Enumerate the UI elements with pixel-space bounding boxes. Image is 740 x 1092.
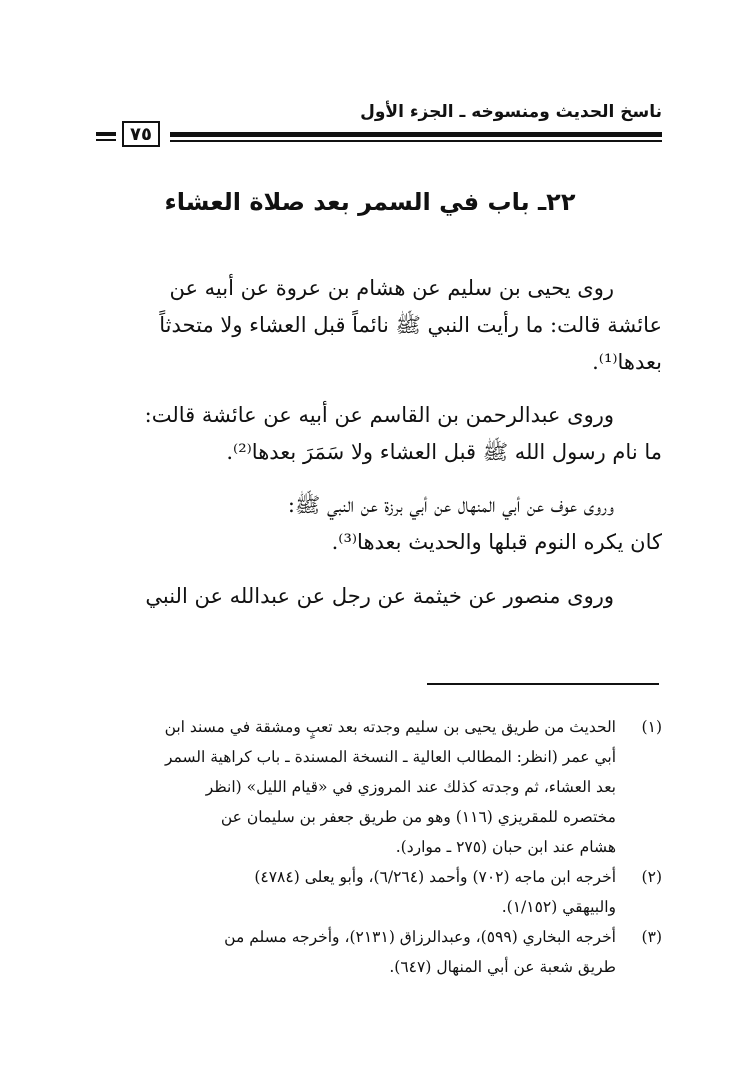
footnote-line: مختصره للمقريزي (١١٦) وهو من طريق جعفر بن سليمان عن bbox=[220, 808, 616, 826]
footnote-line: أبي عمر (انظر: المطالب العالية ـ النسخة المسندة ـ باب كراهية السمر bbox=[164, 748, 616, 766]
paragraph-3 bbox=[80, 487, 662, 561]
body-line: عائشة قالت: ما رأيت النبي ﷺ نائماً قبل العشاء ولا متحدثاً bbox=[159, 313, 662, 337]
paragraph-4 bbox=[80, 578, 662, 615]
body-line: وروى منصور عن خيثمة عن رجل عن عبدالله عن النبي bbox=[145, 584, 614, 608]
paragraph-1 bbox=[80, 270, 662, 381]
body-line: بعدها⁽¹⁾. bbox=[592, 350, 662, 374]
footnotes bbox=[78, 712, 662, 982]
footnote-3 bbox=[78, 922, 662, 982]
body-line: كان يكره النوم قبلها والحديث بعدها⁽³⁾. bbox=[331, 530, 662, 554]
footnote-line: طريق شعبة عن أبي المنهال (٦٤٧). bbox=[389, 958, 616, 976]
footnote-text bbox=[78, 862, 616, 922]
header-rule-thick bbox=[170, 132, 662, 137]
footnote-2 bbox=[78, 862, 662, 922]
body-line: ما نام رسول الله ﷺ قبل العشاء ولا سَمَرَ بعدها⁽²⁾. bbox=[226, 440, 662, 464]
body-line: وروى عبدالرحمن بن القاسم عن أبيه عن عائشة قالت: bbox=[144, 403, 614, 427]
chapter-title: ٢٢ـ باب في السمر بعد صلاة العشاء bbox=[164, 188, 576, 216]
header-rule-left-thin bbox=[96, 139, 116, 141]
paragraph-2 bbox=[80, 397, 662, 471]
footnote-line: هشام عند ابن حبان (٢٧٥ ـ موارد). bbox=[395, 838, 616, 856]
body-line: روى يحيى بن سليم عن هشام بن عروة عن أبيه عن bbox=[169, 276, 614, 300]
footnote-number: (٢) bbox=[641, 868, 662, 886]
page-number-box bbox=[122, 121, 160, 147]
footnote-line: أخرجه البخاري (٥٩٩)، وعبدالرزاق (٢١٣١)، وأخرجه مسلم من bbox=[224, 928, 616, 946]
footnote-line: أخرجه ابن ماجه (٧٠٢) وأحمد (٦/٢٦٤)، وأبو يعلى (٤٧٨٤) bbox=[254, 868, 616, 886]
running-head-title: ناسخ الحديث ومنسوخه ـ الجزء الأول bbox=[360, 102, 662, 122]
header-rule-left-thick bbox=[96, 132, 116, 136]
footnote-text bbox=[78, 922, 616, 982]
footnote-text bbox=[78, 712, 616, 862]
footnote-1 bbox=[78, 712, 662, 862]
footnote-separator bbox=[427, 683, 659, 685]
header-rule-thin bbox=[170, 140, 662, 142]
footnote-line: بعد العشاء، ثم وجدته كذلك عند المروزي في «قيام الليل» (انظر bbox=[205, 778, 616, 796]
body-line: وروى عوف عن أبي المنهال عن أبي برزة عن النبي ﷺ: bbox=[287, 493, 614, 517]
footnote-line: الحديث من طريق يحيى بن سليم وجدته بعد تعبٍ ومشقة في مسند ابن bbox=[164, 718, 616, 736]
footnote-number: (٣) bbox=[641, 928, 662, 946]
footnote-line: والبيهقي (١/١٥٢). bbox=[501, 898, 616, 916]
footnote-number: (١) bbox=[641, 718, 662, 736]
page-number: ٧٥ bbox=[130, 123, 152, 145]
